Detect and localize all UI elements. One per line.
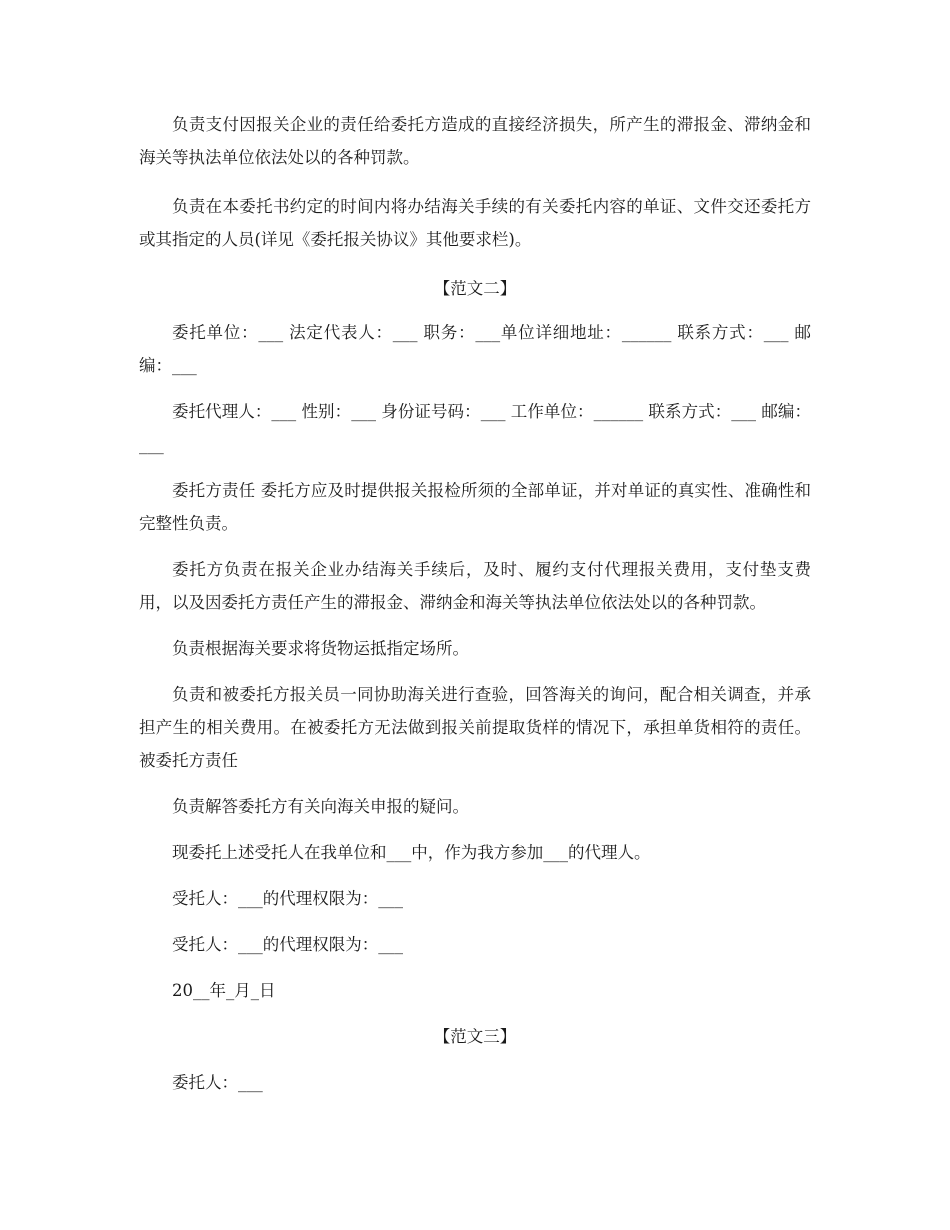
document-body: [139, 108, 811, 1099]
section-heading-sample-two: 【范文二】: [433, 279, 517, 298]
paragraph-agent-info: 委托代理人：___ 性别：___ 身份证号码：___ 工作单位：______ 联系方式：___ 邮编： ___: [139, 402, 811, 454]
paragraph-principal: 委托人：___: [172, 1073, 263, 1092]
paragraph-return-documents: 负责在本委托书约定的时间内将办结海关手续的有关委托内容的单证、文件交还委托方或其指定的人员(详见《委托报关协议》其他要求栏)。: [139, 197, 811, 249]
section-heading-sample-three: 【范文三】: [433, 1027, 517, 1046]
paragraph-delivery-duty: 负责根据海关要求将货物运抵指定场所。: [172, 639, 469, 658]
paragraph-entrusting-party-duty: 委托方责任 委托方应及时提供报关报检所须的全部单证，并对单证的真实性、准确性和完整性负责。: [139, 481, 811, 533]
paragraph-trustee-authority-2: 受托人：___的代理权限为：___: [172, 935, 403, 954]
paragraph-payment-duty: 委托方负责在报关企业办结海关手续后，及时、履约支付代理报关费用，支付垫支费用，以及因委托方责任产生的滞报金、滞纳金和海关等执法单位依法处以的各种罚款。: [139, 560, 811, 612]
paragraph-trustee-authority-1: 受托人：___的代理权限为：___: [172, 889, 403, 908]
paragraph-liability-losses: 负责支付因报关企业的责任给委托方造成的直接经济损失，所产生的滞报金、滞纳金和海关等执法单位依法处以的各种罚款。: [139, 115, 811, 167]
paragraph-answer-questions: 负责解答委托方有关向海关申报的疑问。: [172, 797, 469, 816]
paragraph-inspection-duty: 负责和被委托方报关员一同协助海关进行查验，回答海关的询问，配合相关调查，并承担产生的相关费用。在被委托方无法做到报关前提取货样的情况下，承担单货相符的责任。被委托方责任: [139, 685, 811, 770]
paragraph-date: 20__年_月_日: [172, 981, 276, 1000]
paragraph-appointment: 现委托上述受托人在我单位和___中，作为我方参加___的代理人。: [172, 843, 651, 862]
paragraph-entrusting-unit: 委托单位：___ 法定代表人：___ 职务：___单位详细地址：______ 联系方式：___ 邮编：___: [139, 323, 811, 375]
